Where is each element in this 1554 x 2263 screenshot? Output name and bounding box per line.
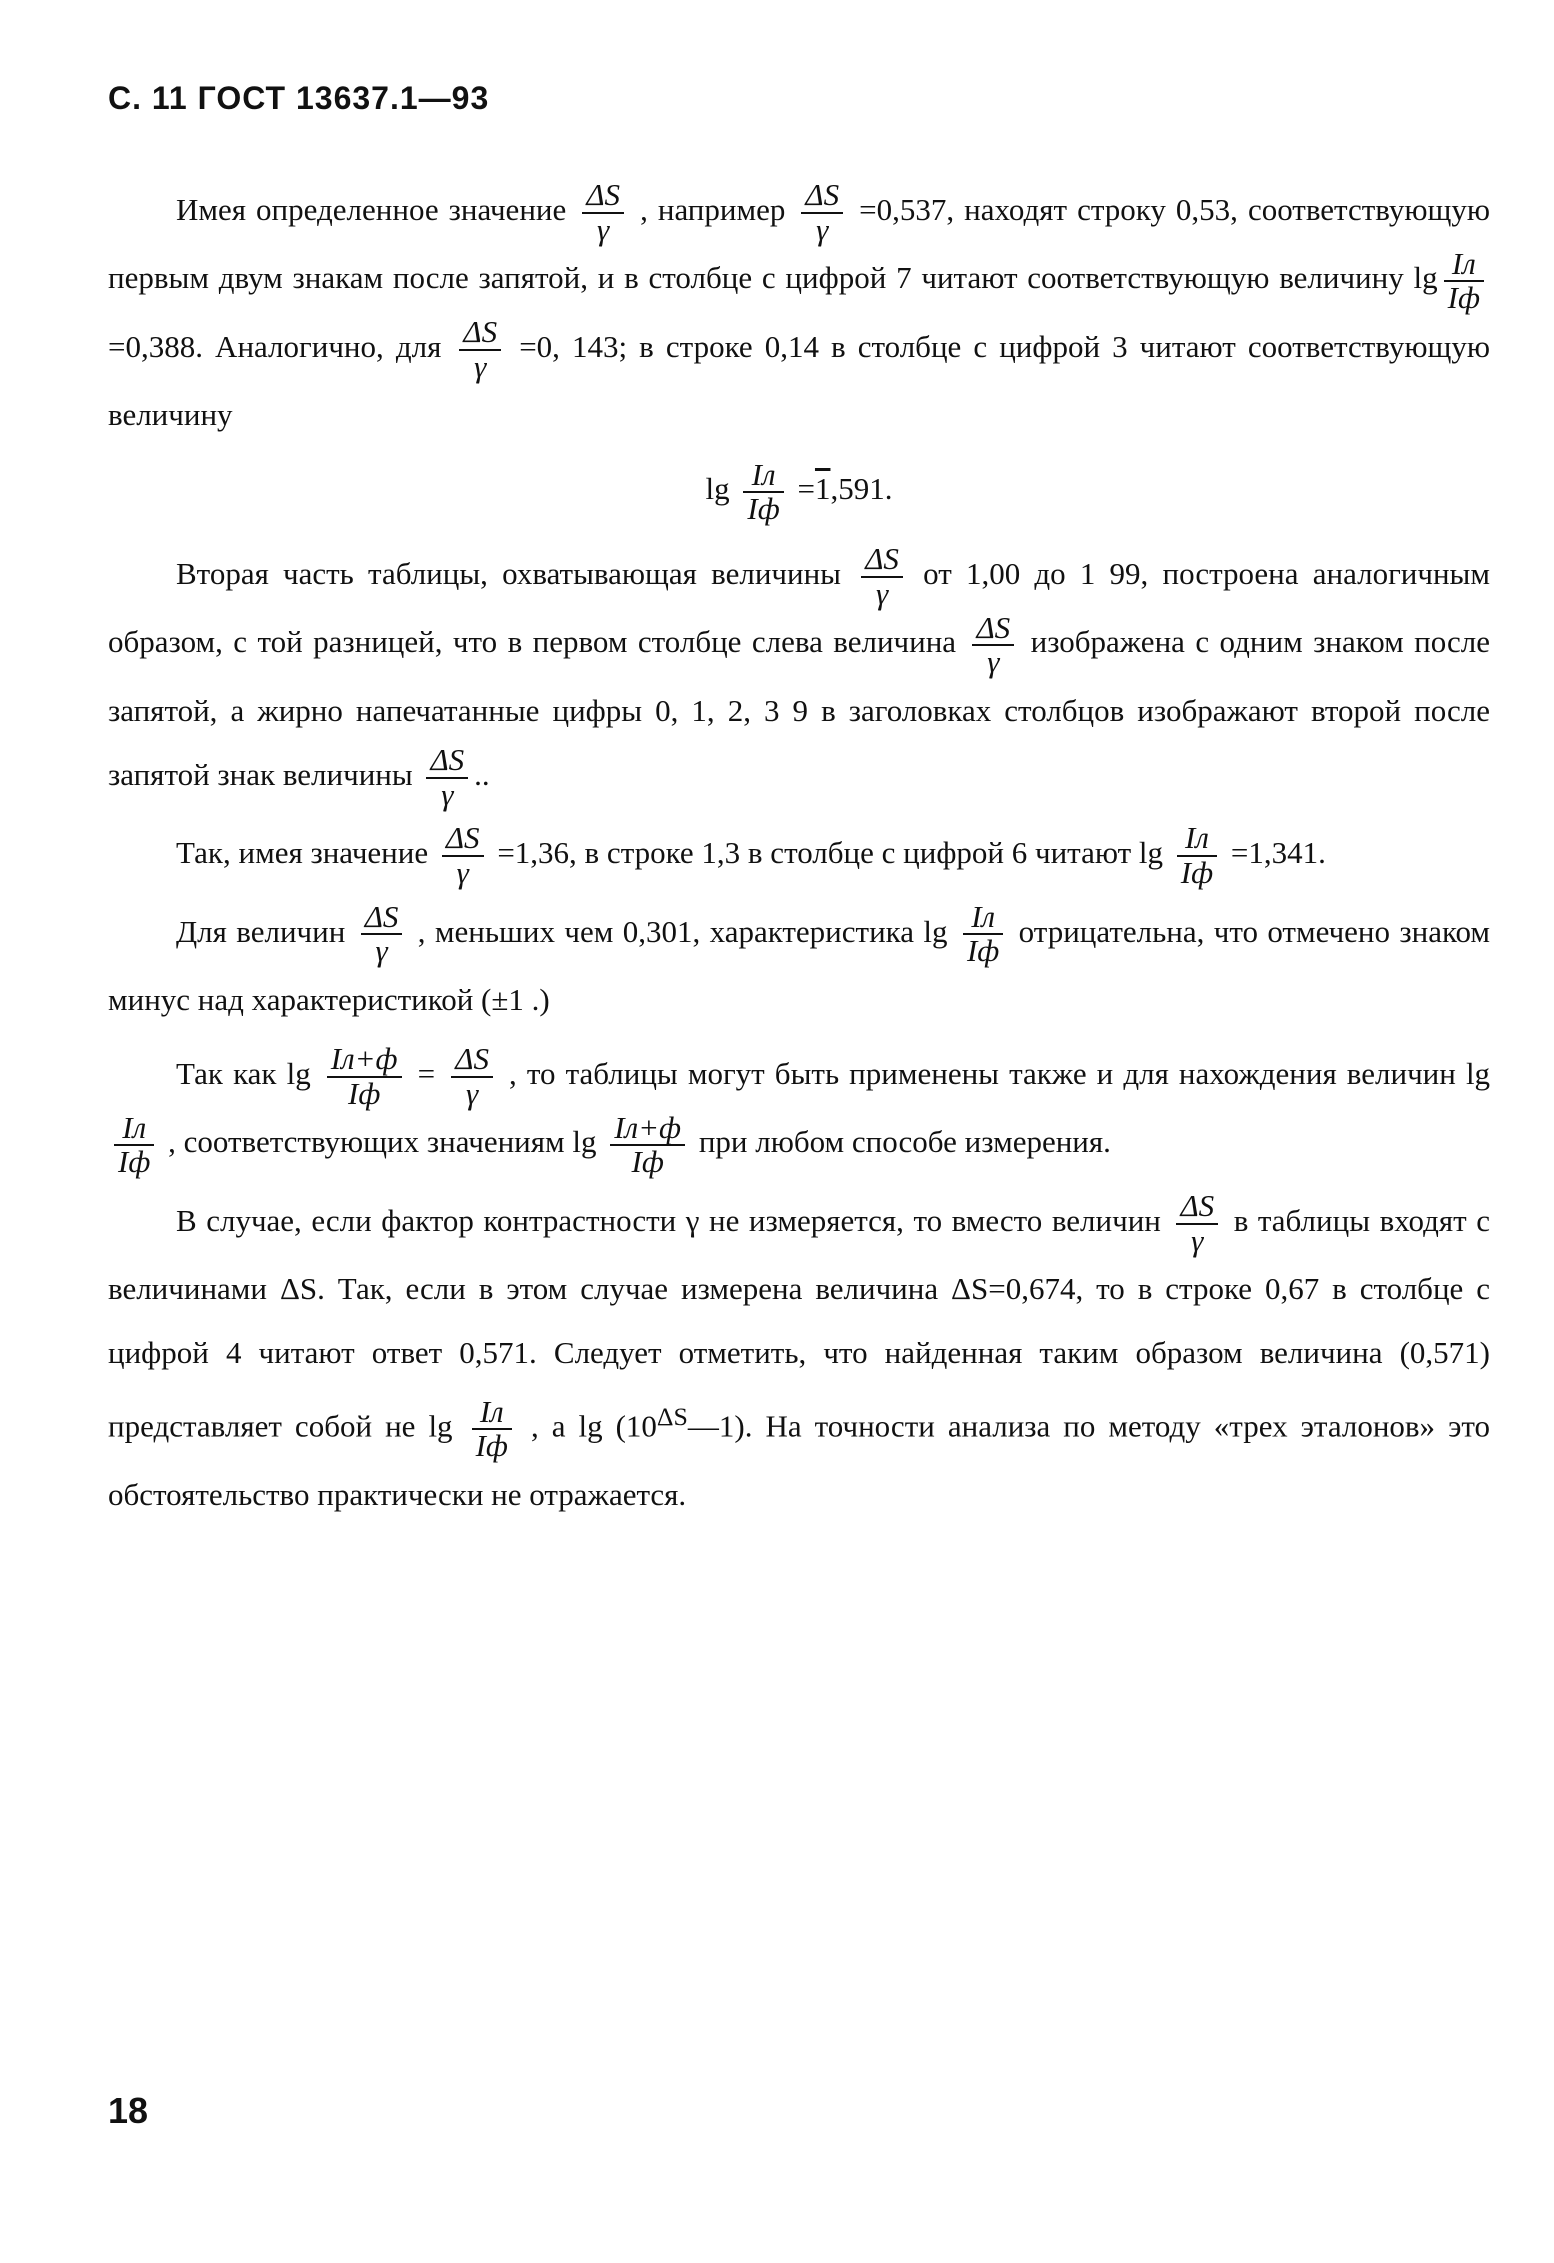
text: Вторая часть таблицы, охватывающая величины bbox=[176, 555, 842, 591]
fraction-Il-If: $\frac{Iл}{Iф}$ bbox=[114, 1112, 154, 1179]
text: —1). На точности анализа по методу «трех эталонов» это обстоятельство практически не отражается. bbox=[108, 1408, 1491, 1513]
page-header: С. 11 ГОСТ 13637.1—93 bbox=[108, 80, 490, 116]
text: В случае, если фактор контрастности γ не измеряется, то вместо величин bbox=[176, 1202, 1161, 1238]
fraction-dS-gamma: $\frac{\Delta S}{\gamma}$ bbox=[426, 744, 468, 811]
fraction-Ilf-If: $\frac{Iл+ф}{Iф}$ bbox=[610, 1112, 685, 1179]
text: =0,388. Аналогично, для bbox=[108, 328, 442, 364]
text: в таблицы входят с величинами ΔS. Так, если в этом случае измерена величина ΔS=0,674, то в строке 0,67 в столбце с цифрой 4 читают ответ 0,571. Следует отметить, что найденная таким образом величина (0,571) представляет собой не bbox=[108, 1202, 1491, 1444]
text: , например bbox=[640, 192, 786, 227]
fraction-Il-If: $\frac{Iл}{Iф}$ bbox=[472, 1396, 512, 1463]
lg-symbol: lg bbox=[428, 1408, 453, 1444]
lg-symbol: lg bbox=[1138, 835, 1164, 871]
lg-symbol: lg bbox=[705, 471, 730, 507]
lg-symbol: lg bbox=[923, 913, 948, 949]
text: при любом способе измерения. bbox=[698, 1124, 1111, 1160]
superscript: ΔS bbox=[656, 1402, 688, 1432]
paragraph-5 bbox=[108, 1042, 1490, 1179]
fraction-dS-gamma: $\frac{\Delta S}{\gamma}$ bbox=[451, 1043, 493, 1110]
fraction-Il-If: $\frac{Iл}{Iф}$ bbox=[1444, 248, 1484, 315]
formula-1 bbox=[108, 457, 1490, 525]
paragraph-3 bbox=[108, 821, 1490, 889]
page-number: 18 bbox=[108, 2090, 149, 2131]
text: .. bbox=[474, 756, 490, 792]
paragraph-2 bbox=[108, 542, 1490, 811]
fraction-dS-gamma: $\frac{\Delta S}{\gamma}$ bbox=[442, 822, 484, 889]
text: , то таблицы могут быть применены также и для нахождения величин bbox=[509, 1055, 1456, 1091]
paragraph-4 bbox=[108, 900, 1490, 1032]
overlined-characteristic: 1 bbox=[814, 471, 831, 507]
fraction-Ilf-If: $\frac{Iл+ф}{Iф}$ bbox=[327, 1043, 402, 1110]
fraction-dS-gamma: $\frac{\Delta S}{\gamma}$ bbox=[582, 179, 624, 246]
fraction-dS-gamma: $\frac{\Delta S}{\gamma}$ bbox=[459, 316, 501, 383]
text: Для величин bbox=[176, 913, 346, 949]
text: =0, 143; в строке 0,14 в столбце с цифрой 3 читают соответствующую величину bbox=[108, 328, 1491, 433]
text: , а lg (10 bbox=[530, 1408, 657, 1444]
text: , соответствующих значениям bbox=[168, 1124, 565, 1160]
text: изображена с одним знаком после запятой, а жирно напечатанные цифры 0, 1, 2, 3 9 в заголовках столбцов изображают второй после запятой знак величины bbox=[108, 624, 1490, 792]
fraction-dS-gamma: $\frac{\Delta S}{\gamma}$ bbox=[361, 901, 403, 968]
text: = bbox=[797, 471, 815, 507]
text: Имея определенное значение bbox=[176, 192, 567, 227]
lg-symbol: lg bbox=[1465, 1055, 1491, 1091]
lg-symbol: lg bbox=[1413, 260, 1438, 296]
fraction-Il-If: $\frac{Iл}{Iф}$ bbox=[743, 459, 783, 526]
lg-symbol: lg bbox=[286, 1055, 311, 1091]
text: = bbox=[417, 1055, 436, 1091]
text: от 1,00 до 1 99, построена аналогичным образом, с той разницей, что в первом столбце слева величина bbox=[108, 555, 1491, 660]
text: , меньших чем 0,301, характеристика bbox=[417, 913, 915, 949]
fraction-Ix-If: $\frac{Iл}{Iф}$ bbox=[1177, 822, 1217, 889]
fraction-dS-gamma: $\frac{\Delta S}{\gamma}$ bbox=[972, 612, 1014, 679]
paragraph-6 bbox=[108, 1189, 1490, 1527]
text: Так, имея значение bbox=[176, 835, 429, 871]
text: Так как bbox=[176, 1055, 277, 1091]
paragraph-1 bbox=[108, 178, 1490, 447]
document-body bbox=[108, 178, 1490, 1537]
text: =0,537, находят строку 0,53, соответствующую первым двум знакам после запятой, и в столбце с цифрой 7 читают соответствующую величину bbox=[108, 192, 1491, 296]
text: =1,36, в строке 1,3 в столбце с цифрой 6 читают bbox=[497, 835, 1132, 871]
text: отрицательна, что отмечено знаком минус над характеристикой (±1 .) bbox=[108, 913, 1491, 1017]
lg-symbol: lg bbox=[572, 1124, 597, 1160]
fraction-dS-gamma: $\frac{\Delta S}{\gamma}$ bbox=[1176, 1190, 1218, 1257]
fraction-Il-If: $\frac{Iл}{Iф}$ bbox=[963, 901, 1003, 968]
text: ,591. bbox=[830, 471, 893, 507]
text: =1,341. bbox=[1230, 835, 1326, 871]
fraction-dS-gamma: $\frac{\Delta S}{\gamma}$ bbox=[861, 543, 903, 610]
fraction-dS-gamma: $\frac{\Delta S}{\gamma}$ bbox=[801, 179, 843, 246]
